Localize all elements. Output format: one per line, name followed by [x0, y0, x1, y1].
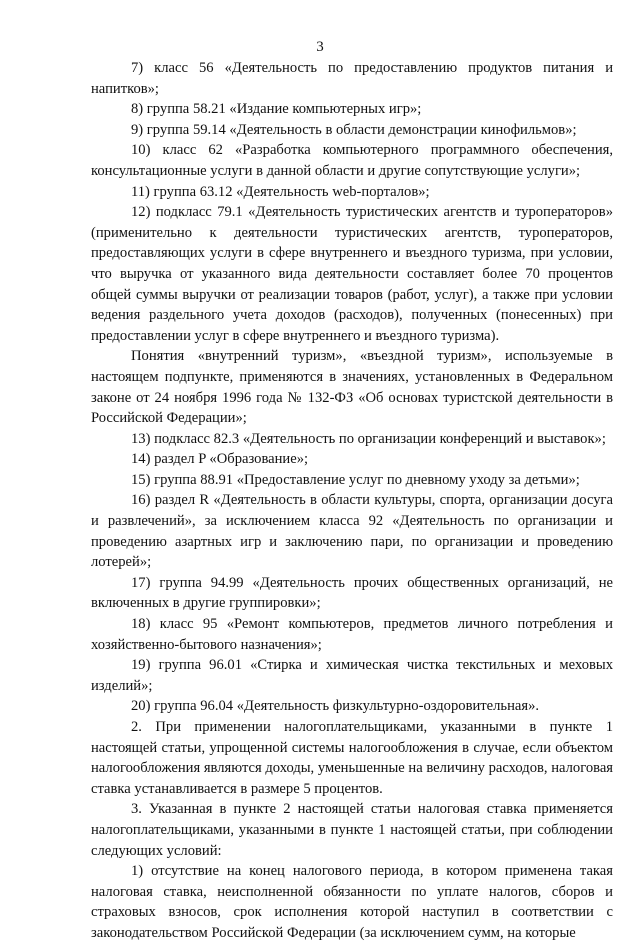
list-item-17: 17) группа 94.99 «Деятельность прочих общественных организаций, не включенных в другие группировки»;: [91, 574, 613, 612]
condition-1-paragraph: 1) отсутствие на конец налогового периода, в котором применена такая налоговая ставка, неисполненной обязанности по уплате налогов, сборов и страховых взносов, срок исполнения которой наступил в соответствии с законодательством Российской Федерации (за исключением сумм, на которые: [91, 863, 613, 941]
list-item-8: 8) группа 58.21 «Издание компьютерных игр»;: [131, 101, 422, 118]
list-item-12: 12) подкласс 79.1 «Деятельность туристических агентств и туроператоров» (применительно к деятельности туристических агентств, туроператоров, предоставляющих услуги в сфере внутреннего и въездного туризма, при условии, что выручка от указанного вида деятельности составляет более 70 процентов общей суммы выручки от реализации товаров (работ, услуг), а также при условии ведения раздельного учета доходов (расходов), полученных (понесенных) при предоставлении услуг в сфере внутреннего и въездного туризма).: [91, 204, 613, 344]
list-item-15: 15) группа 88.91 «Предоставление услуг по дневному уходу за детьми»;: [131, 471, 580, 488]
list-item-14: 14) раздел P «Образование»;: [131, 451, 309, 468]
list-item-10: 10) класс 62 «Разработка компьютерного программного обеспечения, консультационные услуги в данной области и другие сопутствующие услуги»;: [91, 142, 613, 179]
list-item-11: 11) группа 63.12 «Деятельность web-порталов»;: [131, 183, 430, 200]
page-number: 3: [316, 39, 324, 55]
list-item-7: 7) класс 56 «Деятельность по предоставлению продуктов питания и напитков»;: [91, 60, 613, 97]
list-item-16: 16) раздел R «Деятельность в области культуры, спорта, организации досуга и развлечений», за исключением класса 92 «Деятельность по организации и проведению азартных игр и заключению пари, по организации и проведению лотерей»;: [91, 492, 613, 571]
clause-2-paragraph: 2. При применении налогоплательщиками, указанными в пункте 1 настоящей статьи, упрощенной системы налогообложения в случае, если объектом налогообложения являются доходы, уменьшенные на величину расходов, налоговая ставка устанавливается в размере 5 процентов.: [91, 719, 614, 797]
list-item-18: 18) класс 95 «Ремонт компьютеров, предметов личного потребления и хозяйственно-бытового назначения»;: [91, 616, 613, 653]
list-item-13: 13) подкласс 82.3 «Деятельность по организации конференций и выставок»;: [131, 430, 606, 447]
document-body: [91, 58, 613, 944]
tourism-definition-paragraph: Понятия «внутренний туризм», «въездной туризм», используемые в настоящем подпункте, применяются в значениях, установленных в Федеральном законе от 24 ноября 1996 года № 132-ФЗ «Об основах туристской деятельности в Российской Федерации»;: [91, 348, 613, 427]
clause-3-paragraph: 3. Указанная в пункте 2 настоящей статьи налоговая ставка применяется налогоплательщиками, указанными в пункте 1 настоящей статьи, при соблюдении следующих условий:: [91, 801, 613, 859]
list-item-19: 19) группа 96.01 «Стирка и химическая чистка текстильных и меховых изделий»;: [91, 657, 613, 694]
list-item-9: 9) группа 59.14 «Деятельность в области демонстрации кинофильмов»;: [131, 121, 577, 138]
list-item-20: 20) группа 96.04 «Деятельность физкультурно-оздоровительная».: [131, 698, 540, 715]
